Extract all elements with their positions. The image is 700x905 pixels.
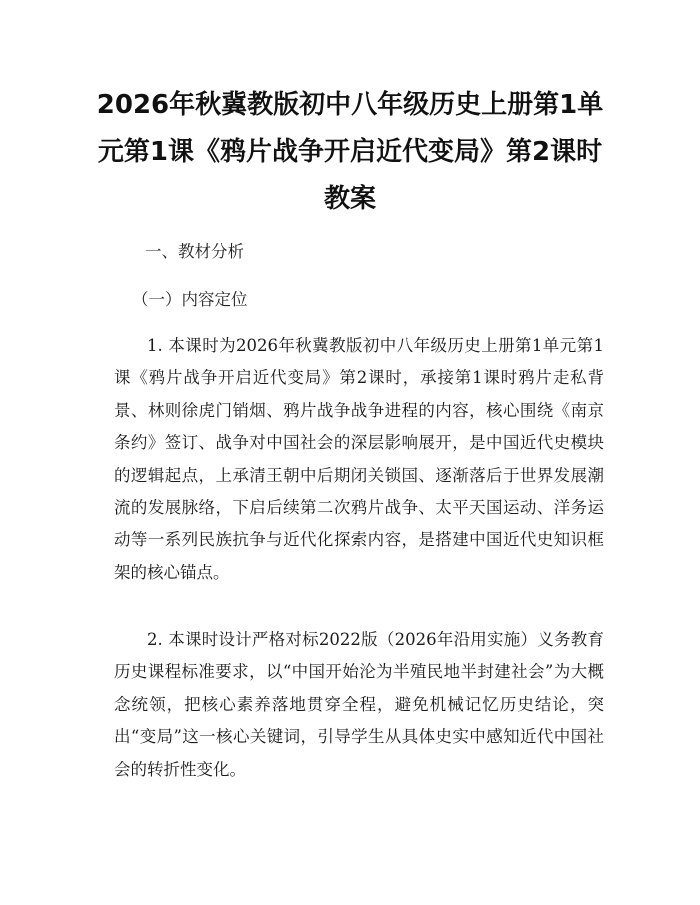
- paragraph-2: 2. 本课时设计严格对标2022版（2026年沿用实施）义务教育历史课程标准要求，以“中国开始沦为半殖民地半封建社会”为大概念统领，把核心素养落地贯穿全程，避免机械记忆历史结论，突出“变局”这一核心关键词，引导学生从具体史实中感知近代中国社会的转折性变化。: [114, 630, 604, 779]
- section-heading: 一、教材分析: [145, 242, 244, 261]
- paragraph-1: 1. 本课时为2026年秋冀教版初中八年级历史上册第1单元第1课《鸦片战争开启近代变局》第2课时，承接第1课时鸦片走私背景、林则徐虎门销烟、鸦片战争战争进程的内容，核心围绕《南京条约》签订、战争对中国社会的深层影响展开，是中国近代史模块的逻辑起点，上承清王朝中后期闭关锁国、逐渐落后于世界发展潮流的发展脉络，下启后续第二次鸦片战争、太平天国运动、洋务运动等一系列民族抗争与近代化探索内容，是搭建中国近代史知识框架的核心锚点。: [114, 336, 604, 582]
- document-title: 2026年秋冀教版初中八年级历史上册第1单元第1课《鸦片战争开启近代变局》第2课时教案: [96, 90, 604, 214]
- subsection-heading: （一）内容定位: [132, 290, 248, 309]
